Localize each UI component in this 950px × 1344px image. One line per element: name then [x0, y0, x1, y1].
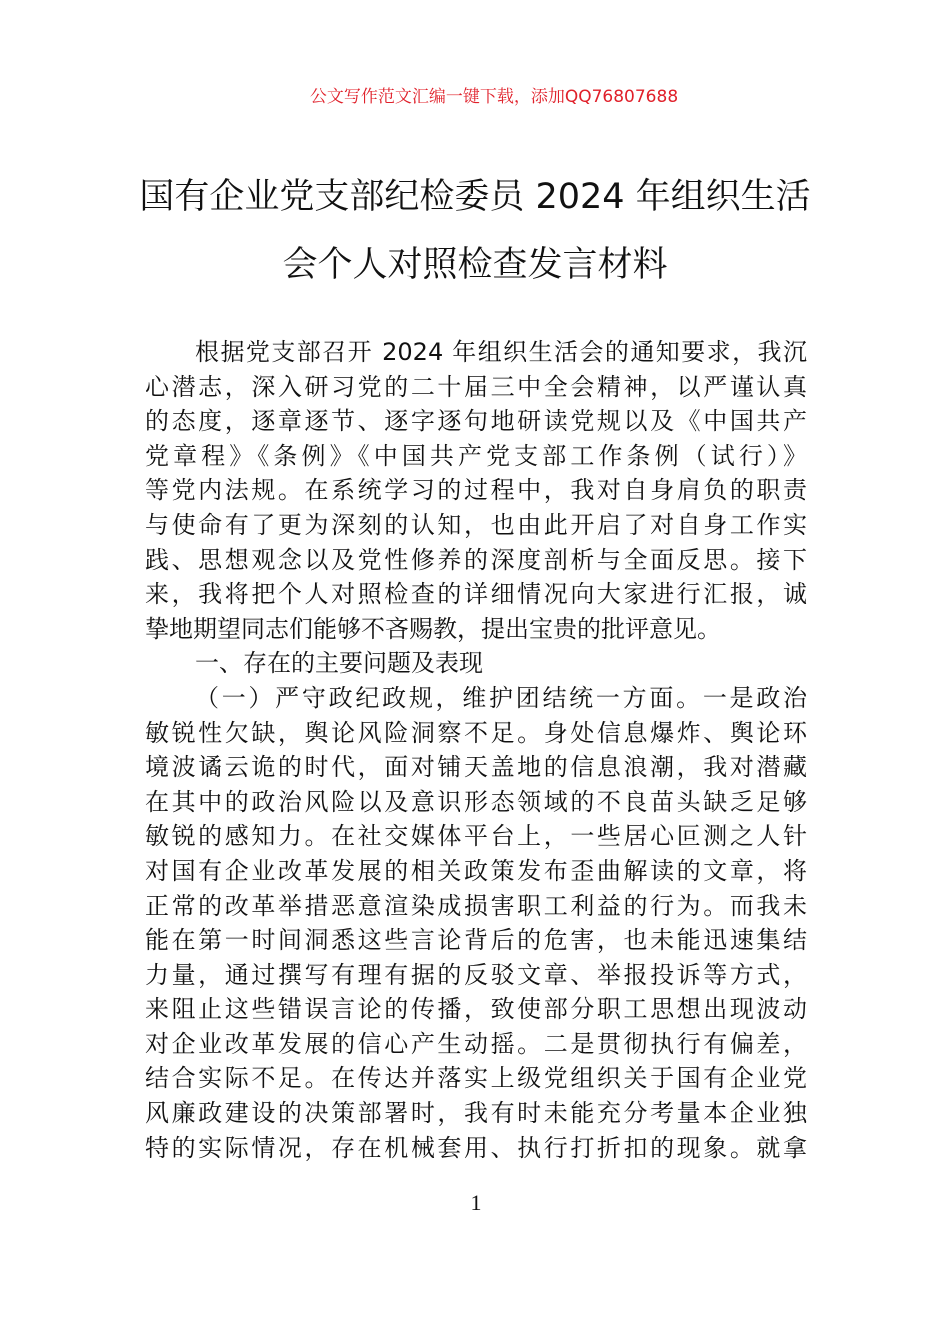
text-line: 与使命有了更为深刻的认知，也由此开启了对自身工作实: [145, 510, 807, 539]
document-body: [145, 335, 807, 1165]
text-line: 结合实际不足。在传达并落实上级党组织关于国有企业党: [145, 1064, 807, 1093]
page-number: 1: [470, 1190, 482, 1215]
text-line: 践、思想观念以及党性修养的深度剖析与全面反思。接下: [145, 545, 807, 574]
download-watermark-text: 公文写作范文汇编一键下载，添加QQ76807688: [309, 87, 679, 107]
text-line: 敏锐的感知力。在社交媒体平台上，一些居心叵测之人针: [145, 822, 807, 851]
text-line: 心潜志，深入研习党的二十届三中全会精神，以严谨认真: [145, 372, 807, 401]
text-line: 力量，通过撰写有理有据的反驳文章、举报投诉等方式，: [145, 960, 807, 989]
text-line: 党章程》《条例》《中国共产党支部工作条例（试行）》: [145, 441, 807, 470]
text-line: 的态度，逐章逐节、逐字逐句地研读党规以及《中国共产: [145, 407, 807, 436]
text-line: 敏锐性欠缺，舆论风险洞察不足。身处信息爆炸、舆论环: [145, 718, 807, 747]
document-title-line-2: 会个人对照检查发言材料: [282, 245, 668, 285]
paragraph: [145, 335, 807, 646]
text-line: 在其中的政治风险以及意识形态领域的不良苗头缺乏足够: [145, 787, 807, 816]
paragraph: [145, 681, 807, 1165]
text-line: 境波谲云诡的时代，面对铺天盖地的信息浪潮，我对潜藏: [145, 753, 807, 782]
document-title-line-1: 国有企业党支部纪检委员 2024 年组织生活: [139, 177, 811, 217]
text-line: 来，我将把个人对照检查的详细情况向大家进行汇报，诚: [145, 580, 807, 609]
text-line: 对国有企业改革发展的相关政策发布歪曲解读的文章，将: [145, 856, 807, 885]
text-line: 等党内法规。在系统学习的过程中，我对自身肩负的职责: [145, 476, 807, 505]
text-line: 风廉政建设的决策部署时，我有时未能充分考量本企业独: [145, 1099, 807, 1128]
text-line: 特的实际情况，存在机械套用、执行打折扣的现象。就拿: [145, 1133, 807, 1162]
section-heading: [145, 646, 807, 681]
text-line: 一、存在的主要问题及表现: [195, 649, 483, 678]
text-line: （一）严守政纪政规，维护团结统一方面。一是政治: [195, 683, 807, 712]
text-line: 对企业改革发展的信心产生动摇。二是贯彻执行有偏差，: [145, 1029, 807, 1058]
text-line: 能在第一时间洞悉这些言论背后的危害，也未能迅速集结: [145, 926, 807, 955]
text-line: 挚地期望同志们能够不吝赐教，提出宝贵的批评意见。: [145, 614, 721, 643]
text-line: 正常的改革举措恶意渲染成损害职工利益的行为。而我未: [145, 891, 807, 920]
text-line: 来阻止这些错误言论的传播，致使部分职工思想出现波动: [145, 995, 807, 1024]
text-line: 根据党支部召开 2024 年组织生活会的通知要求，我沉: [195, 338, 807, 366]
